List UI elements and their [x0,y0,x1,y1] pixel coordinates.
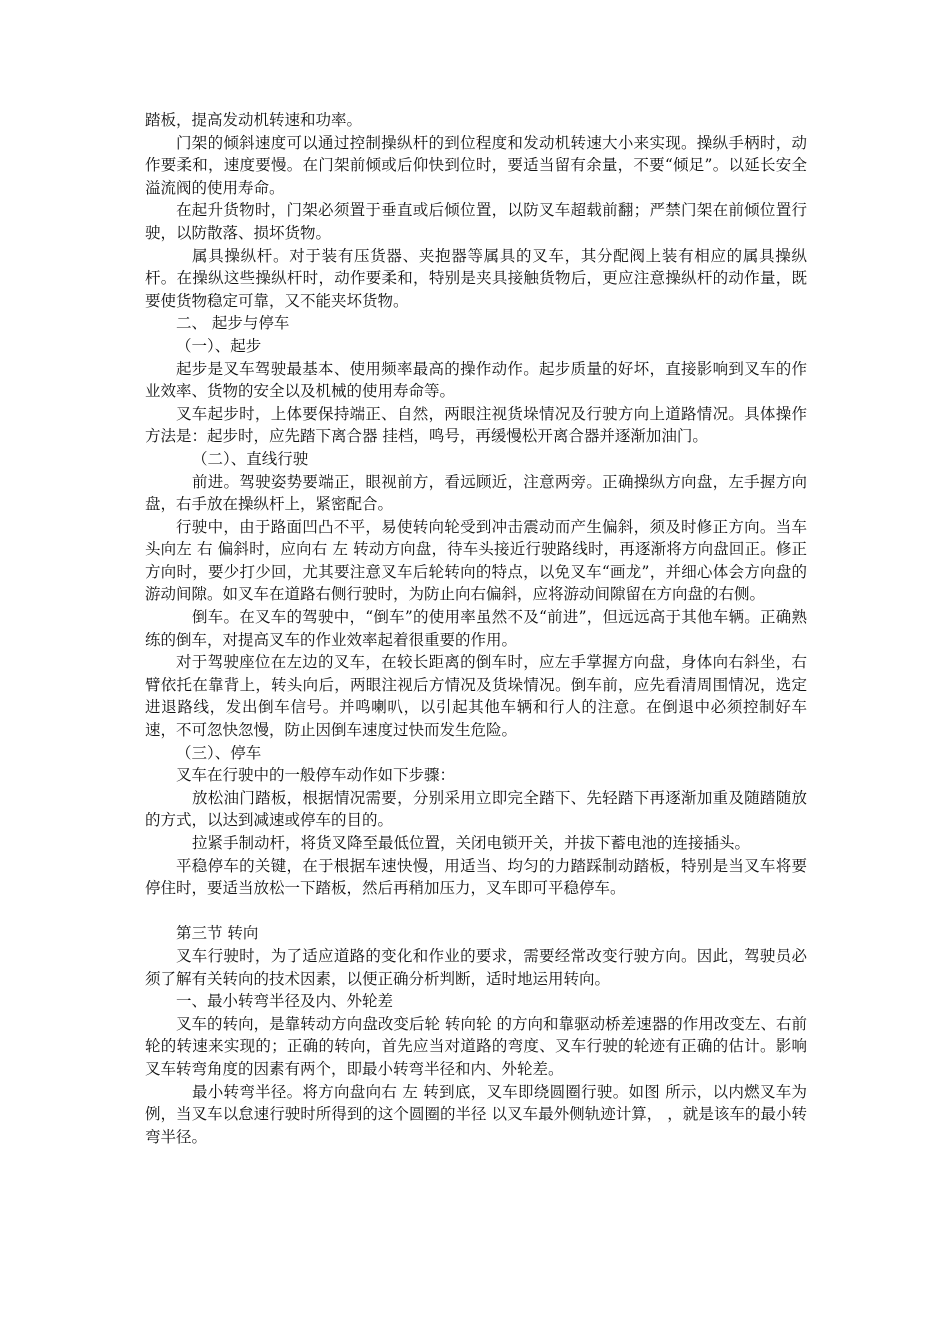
section-heading-2: 二、 起步与停车 [176,314,290,333]
paragraph-12: 放松油门踏板，根据情况需要，分别采用立即完全踏下、先轻踏下再逐渐加重及随踏随放的方式，以达到减速或停车的目的。 [145,788,807,830]
paragraph-5: 起步是叉车驾驶最基本、使用频率最高的操作动作。起步质量的好坏，直接影响到叉车的作业效率、货物的安全以及机械的使用寿命等。 [145,359,807,401]
subheading-straight: （二）、直线行驶 [192,449,309,468]
blank-line [145,900,807,923]
paragraph-1: 踏板，提高发动机转速和功率。 [145,111,363,129]
paragraph-6: 叉车起步时，上体要保持端正、自然，两眼注视货垛情况及行驶方向上道路情况。具体操作方法是：起步时，应先踏下离合器 挂档，鸣号，再缓慢松开离合器并逐渐加油门。 [145,404,807,446]
paragraph-17: 最小转弯半径。将方向盘向右 左 转到底，叉车即绕圆圈行驶。如图 所示，以内燃叉车为例，当叉车以怠速行驶时所得到的这个圆圈的半径 以叉车最外侧轨迹计算， ，就是该车的最小转弯半径。 [145,1082,807,1146]
subheading-radius: 一、最小转弯半径及内、外轮差 [176,992,394,1011]
paragraph-13: 拉紧手制动杆，将货叉降至最低位置，关闭电锁开关，并拔下蓄电池的连接插头。 [192,834,751,852]
paragraph-8: 行驶中，由于路面凹凸不平，易使转向轮受到冲击震动而产生偏斜，须及时修正方向。当车头向左 右 偏斜时，应向右 左 转动方向盘，待车头接近行驶路线时，再逐渐将方向盘回正。修正方向时，要少打少回，尤其要注意叉车后轮转向的特点，以免叉车“画龙”，并细心体会方向盘的游动间隙。如叉车在道路右侧行驶时，为防止向右偏斜，应将游动间隙留在方向盘的右侧。 [145,517,807,604]
subheading-start: （一）、起步 [176,336,262,355]
paragraph-10: 对于驾驶座位在左边的叉车，在较长距离的倒车时，应左手掌握方向盘，身体向右斜坐，右臂依托在靠背上，转头向后，两眼注视后方情况及货垛情况。倒车前，应先看清周围情况，选定进退路线，发出倒车信号。并鸣喇叭，以引起其他车辆和行人的注意。在倒退中必须控制好车速，不可忽快忽慢，防止因倒车速度过快而发生危险。 [145,653,807,740]
paragraph-4: 属具操纵杆。对于装有压货器、夹抱器等属具的叉车，其分配阀上装有相应的属具操纵杆。在操纵这些操纵杆时，动作要柔和，特别是夹具接触货物后，更应注意操纵杆的动作量，既要使货物稳定可靠，又不能夹坏货物。 [145,246,807,310]
paragraph-9: 倒车。在叉车的驾驶中，“倒车”的使用率虽然不及“前进”，但远远高于其他车辆。正确熟练的倒车，对提高叉车的作业效率起着很重要的作用。 [145,608,807,649]
paragraph-7: 前进。驾驶姿势要端正，眼视前方，看远顾近，注意两旁。正确操纵方向盘，左手握方向盘，右手放在操纵杆上，紧密配合。 [145,472,807,514]
paragraph-11: 叉车在行驶中的一般停车动作如下步骤： [176,766,456,785]
paragraph-2: 门架的倾斜速度可以通过控制操纵杆的到位程度和发动机转速大小来实现。操纵手柄时，动作要柔和，速度要慢。在门架前倾或后仰快到位时，要适当留有余量，不要“倾足”。以延长安全溢流阀的使用寿命。 [145,133,807,197]
paragraph-15: 叉车行驶时，为了适应道路的变化和作业的要求，需要经常改变行驶方向。因此，驾驶员必须了解有关转向的技术因素，以便正确分析判断，适时地运用转向。 [145,946,807,988]
paragraph-16: 叉车的转向，是靠转动方向盘改变后轮 转向轮 的方向和靠驱动桥差速器的作用改变左、右前轮的转速来实现的；正确的转向，首先应当对道路的弯度、叉车行驶的轮迹有正确的估计。影响叉车转弯角度的因素有两个，即最小转弯半径和内、外轮差。 [145,1014,807,1078]
chapter-heading-3: 第三节 转向 [176,924,259,943]
document-body [145,109,807,1148]
subheading-stop: （三）、停车 [176,743,262,762]
paragraph-14: 平稳停车的关键，在于根据车速快慢，用适当、均匀的力踏踩制动踏板，特别是当叉车将要停住时，要适当放松一下踏板，然后再稍加压力，叉车即可平稳停车。 [145,856,807,898]
paragraph-3: 在起升货物时，门架必须置于垂直或后倾位置，以防叉车超载前翻；严禁门架在前倾位置行驶，以防散落、损坏货物。 [145,201,807,242]
